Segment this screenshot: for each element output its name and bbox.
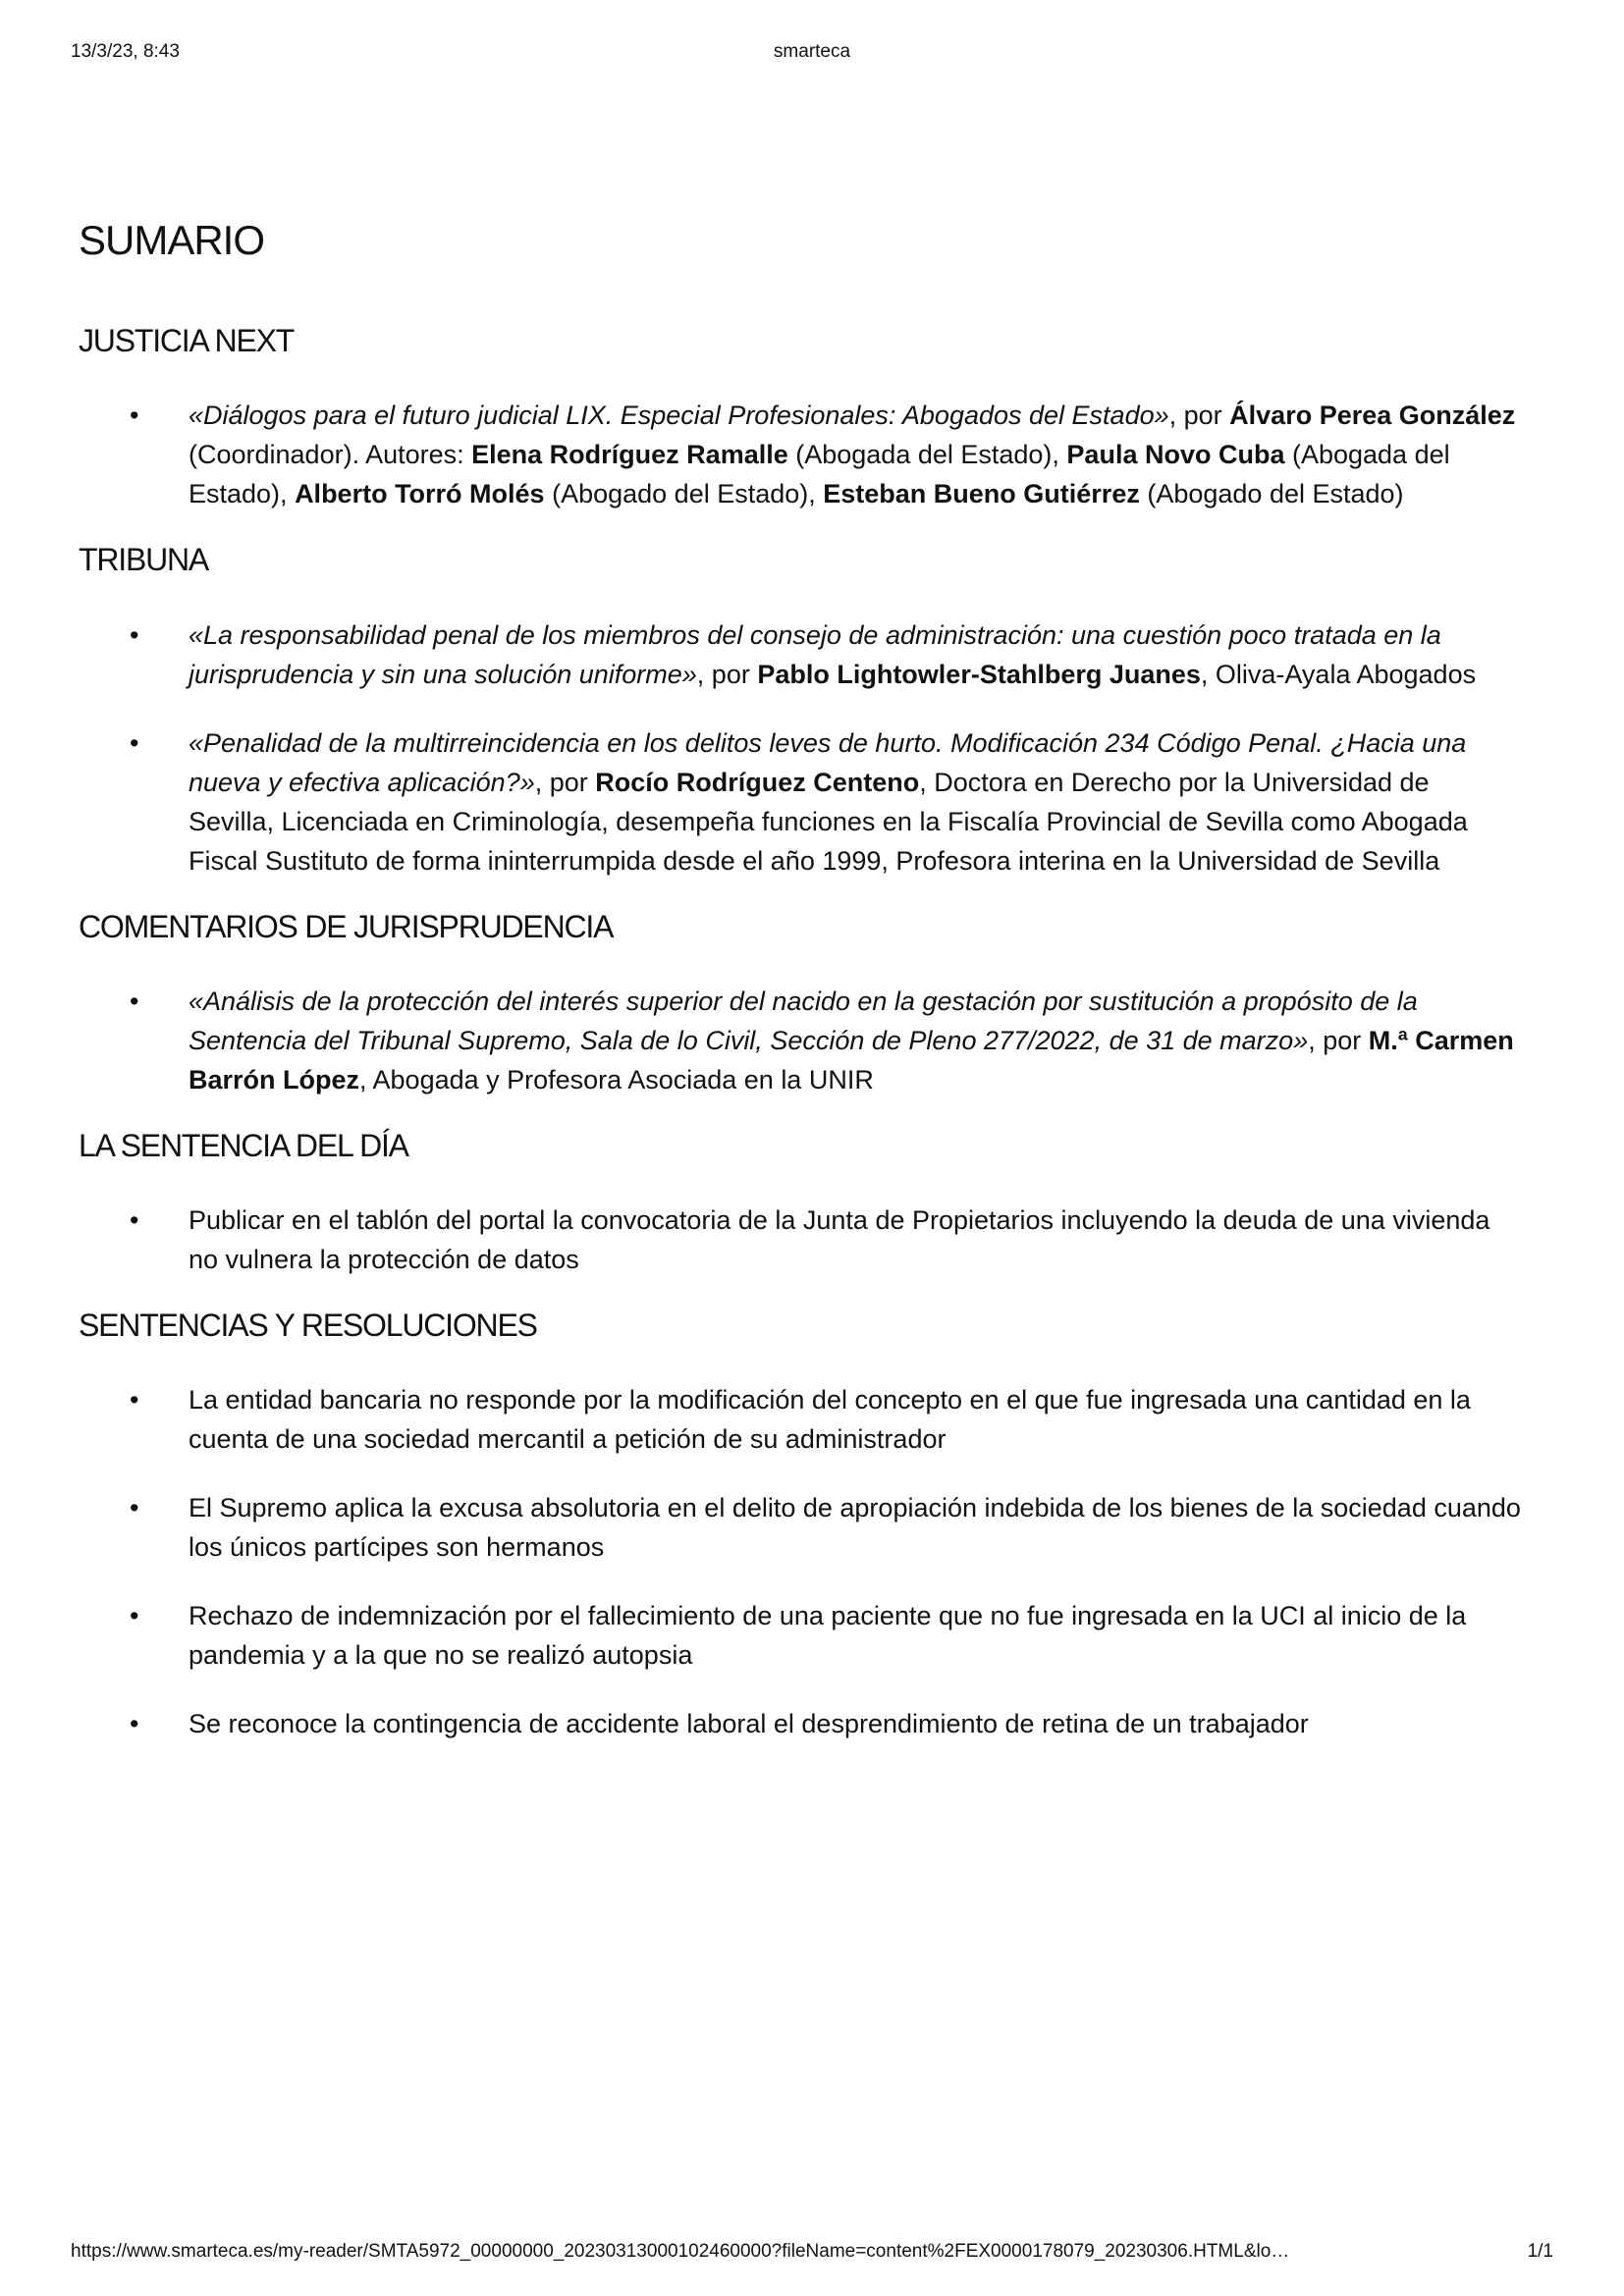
- article-text: , Oliva-Ayala Abogados: [1200, 659, 1477, 689]
- section-heading: SENTENCIAS Y RESOLUCIONES: [79, 1307, 537, 1343]
- bullet-icon: •: [130, 400, 139, 431]
- article-item[interactable]: [79, 1201, 1522, 1279]
- article-item[interactable]: [79, 1704, 1522, 1743]
- bullet-icon: •: [130, 1385, 139, 1415]
- section: [79, 324, 1551, 513]
- author-name: Álvaro Perea González: [1229, 400, 1516, 431]
- article-text: Publicar en el tablón del portal la convocatoria de la Junta de Propietarios incluyendo la deuda de una vivienda no vulnera la protección de datos: [189, 1204, 1490, 1274]
- bullet-icon: •: [130, 1493, 139, 1523]
- article-text: , por: [1308, 1025, 1369, 1055]
- article-title: «Análisis de la protección del interés superior del nacido en la gestación por sustitución a propósito de la Sentencia del Tribunal Supremo, Sala de lo Civil, Sección de Pleno 277/2022, de 31 de marzo»: [189, 986, 1418, 1055]
- author-name: Elena Rodríguez Ramalle: [471, 440, 788, 470]
- article-item[interactable]: [79, 615, 1522, 694]
- section: [79, 1308, 1551, 1743]
- article-item[interactable]: [79, 982, 1522, 1099]
- page-url: https://www.smarteca.es/my-reader/SMTA5972_00000000_20230313000102460000?fileName=content%2FEX0000178079_20230306.HTML&lo…: [71, 2241, 1290, 2262]
- article-item[interactable]: [79, 396, 1522, 513]
- section: [79, 1129, 1551, 1279]
- bullet-icon: •: [130, 1204, 139, 1235]
- article-text: La entidad bancaria no responde por la modificación del concepto en el que fue ingresada una cantidad en la cuenta de una sociedad mercantil a petición de su administrador: [189, 1385, 1471, 1455]
- article-list: [79, 1201, 1551, 1279]
- article-list: [79, 982, 1551, 1099]
- article-item[interactable]: [79, 723, 1522, 881]
- bullet-icon: •: [130, 619, 139, 650]
- article-title: «La responsabilidad penal de los miembros del consejo de administración: una cuestión poco tratada en la jurisprudencia y sin una solución uniforme»: [189, 619, 1441, 689]
- article-list: [79, 396, 1551, 513]
- article-text: (Abogada del Estado),: [189, 440, 1450, 509]
- author-name: Rocío Rodríguez Centeno: [595, 767, 920, 797]
- article-item[interactable]: [79, 1596, 1522, 1675]
- summary-content: [79, 218, 1551, 1773]
- article-title: «Diálogos para el futuro judicial LIX. Especial Profesionales: Abogados del Estado»: [189, 400, 1169, 431]
- article-text: El Supremo aplica la excusa absolutoria en el delito de apropiación indebida de los bienes de la sociedad cuando los únicos partícipes son hermanos: [189, 1493, 1521, 1563]
- print-header: [71, 41, 1553, 65]
- author-name: Paula Novo Cuba: [1066, 440, 1285, 470]
- article-text: (Coordinador). Autores:: [189, 440, 472, 470]
- section-heading: JUSTICIA NEXT: [79, 323, 295, 359]
- section: [79, 543, 1551, 880]
- article-text: , por: [534, 767, 596, 797]
- article-text: , por: [1168, 400, 1230, 431]
- bullet-icon: •: [130, 1709, 139, 1739]
- section-heading: LA SENTENCIA DEL DÍA: [79, 1127, 408, 1163]
- print-date: 13/3/23, 8:43: [71, 41, 180, 62]
- article-text: (Abogada del Estado),: [787, 440, 1067, 470]
- article-item[interactable]: [79, 1380, 1522, 1459]
- section-heading: TRIBUNA: [79, 542, 209, 578]
- author-name: Alberto Torró Molés: [295, 479, 545, 509]
- author-name: M.ª Carmen Barrón López: [189, 1025, 1514, 1095]
- article-item[interactable]: [79, 1488, 1522, 1567]
- article-text: , por: [696, 659, 758, 689]
- section-heading: COMENTARIOS DE JURISPRUDENCIA: [79, 908, 614, 944]
- article-list: [79, 615, 1551, 881]
- article-text: (Abogado del Estado): [1139, 479, 1404, 509]
- author-name: Pablo Lightowler-Stahlberg Juanes: [757, 659, 1201, 689]
- page-title: SUMARIO: [79, 217, 265, 263]
- article-text: , Doctora en Derecho por la Universidad de Sevilla, Licenciada en Criminología, desempeña funciones en la Fiscalía Provincial de Sevilla como Abogada Fiscal Sustituto de forma ininterrumpida desde el año 1999, Profesora interina en la Universidad de Sevilla: [189, 767, 1468, 876]
- article-title: «Penalidad de la multirreincidencia en los delitos leves de hurto. Modificación 234 Código Penal. ¿Hacia una nueva y efectiva aplicación?»: [189, 727, 1467, 797]
- site-name: smarteca: [773, 41, 851, 62]
- bullet-icon: •: [130, 1601, 139, 1631]
- article-text: , Abogada y Profesora Asociada en la UNIR: [359, 1064, 874, 1095]
- article-text: (Abogado del Estado),: [544, 479, 824, 509]
- page-number: 1/1: [1527, 2241, 1553, 2262]
- article-list: [79, 1380, 1551, 1743]
- bullet-icon: •: [130, 727, 139, 758]
- section: [79, 910, 1551, 1099]
- print-footer: [71, 2241, 1553, 2265]
- bullet-icon: •: [130, 986, 139, 1016]
- article-text: Se reconoce la contingencia de accidente laboral el desprendimiento de retina de un trabajador: [189, 1709, 1309, 1739]
- article-text: Rechazo de indemnización por el fallecimiento de una paciente que no fue ingresada en la UCI al inicio de la pandemia y a la que no se realizó autopsia: [189, 1601, 1467, 1671]
- sections-container: [79, 324, 1551, 1743]
- author-name: Esteban Bueno Gutiérrez: [823, 479, 1140, 509]
